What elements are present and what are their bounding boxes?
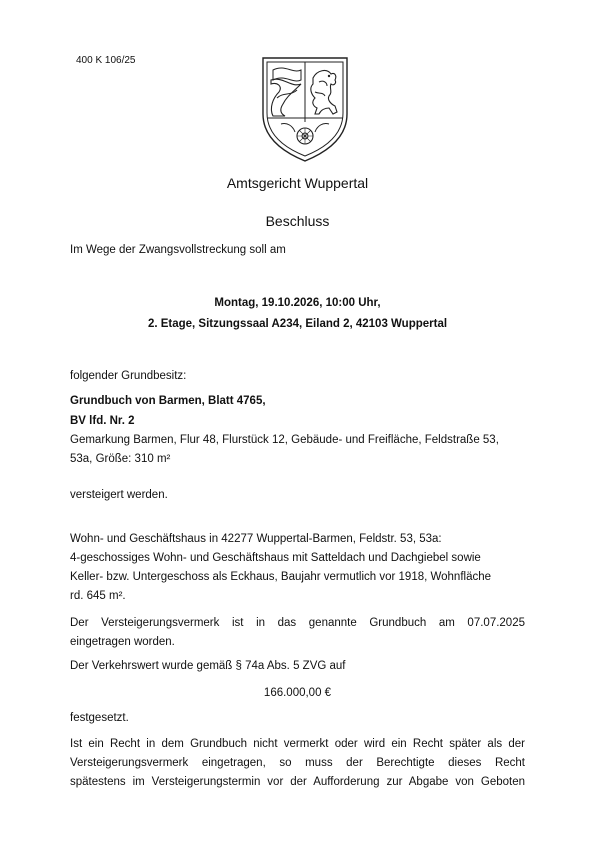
auction-note: versteigert werden.: [70, 489, 168, 501]
intro-text: Im Wege der Zwangsvollstreckung soll am: [70, 244, 286, 256]
rights-line1: Ist ein Recht in dem Grundbuch nicht vermerkt oder wird ein Recht später als der: [70, 738, 525, 750]
value-intro: Der Verkehrswert wurde gemäß § 74a Abs. 5 ZVG auf: [70, 660, 346, 672]
property-bv: BV lfd. Nr. 2: [70, 415, 135, 427]
property-intro: folgender Grundbesitz:: [70, 370, 187, 382]
entry-paragraph: [70, 614, 525, 652]
rights-line2: Versteigerungsvermerk eingetragen, so muss der Berechtigte dieses Recht: [70, 757, 525, 769]
entry-line2: eingetragen worden.: [70, 636, 175, 648]
appointment-datetime: Montag, 19.10.2026, 10:00 Uhr,: [214, 297, 381, 309]
file-number: 400 K 106/25: [76, 55, 136, 66]
court-name: Amtsgericht Wuppertal: [226, 175, 369, 191]
nrw-coat-of-arms-icon: [257, 52, 353, 164]
appointment-location: 2. Etage, Sitzungssaal A234, Eiland 2, 42103 Wuppertal: [147, 318, 448, 330]
rights-paragraph: [70, 735, 525, 792]
property-description-line2: 53a, Größe: 310 m²: [70, 453, 171, 465]
building-line3: Keller- bzw. Untergeschoss als Eckhaus, Baujahr vermutlich vor 1918, Wohnfläche: [70, 571, 492, 583]
building-line1: Wohn- und Geschäftshaus in 42277 Wuppertal-Barmen, Feldstr. 53, 53a:: [70, 533, 442, 545]
document-title: Beschluss: [265, 213, 330, 229]
rights-line3: spätestens im Versteigerungstermin vor der Aufforderung zur Abgabe von Geboten: [70, 776, 525, 788]
value-amount: 166.000,00 €: [263, 687, 332, 699]
property-description-line1: Gemarkung Barmen, Flur 48, Flurstück 12, Gebäude- und Freifläche, Feldstraße 53,: [70, 434, 499, 446]
property-register: Grundbuch von Barmen, Blatt 4765,: [70, 395, 266, 407]
building-line2: 4-geschossiges Wohn- und Geschäftshaus mit Satteldach und Dachgiebel sowie: [70, 552, 481, 564]
building-line4: rd. 645 m².: [70, 590, 126, 602]
entry-line1: Der Versteigerungsvermerk ist in das genannte Grundbuch am 07.07.2025: [70, 617, 525, 629]
value-outro: festgesetzt.: [70, 712, 129, 724]
